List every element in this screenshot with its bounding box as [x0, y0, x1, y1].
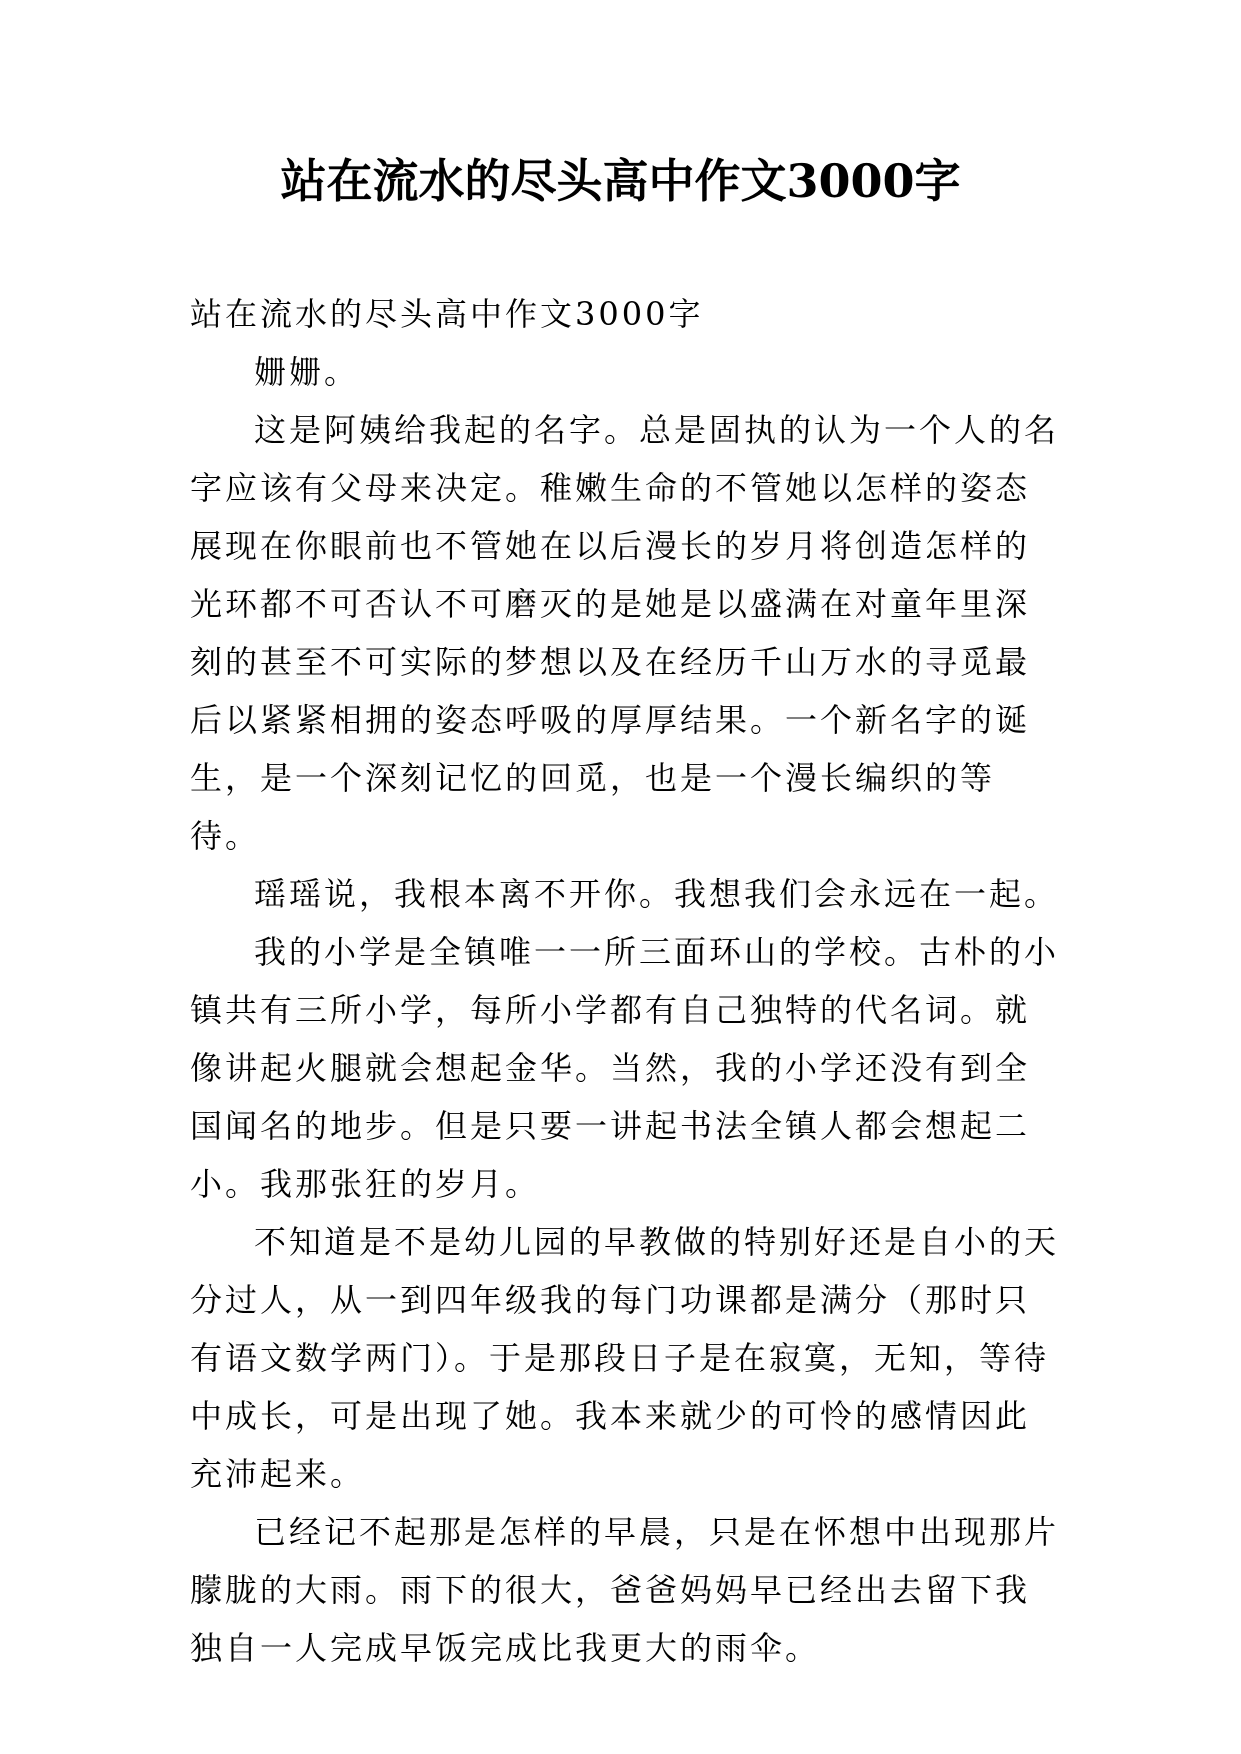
paragraph: 姗姗。: [254, 353, 360, 391]
document-title: 站在流水的尽头高中作文3000字: [280, 154, 961, 208]
paragraph: 这是阿姨给我起的名字。总是固执的认为一个人的名字应该有父母来决定。稚嫩生命的不管她以怎样的姿态展现在你眼前也不管她在以后漫长的岁月将创造怎样的光环都不可否认不可磨灭的是她是以盛满在对童年里深刻的甚至不可实际的梦想以及在经历千山万水的寻觅最后以紧紧相拥的姿态呼吸的厚厚结果。一个新名字的诞生，是一个深刻记忆的回觅，也是一个漫长编织的等待。: [190, 411, 1060, 855]
body-heading-line: 站在流水的尽头高中作文3000字: [190, 295, 704, 333]
document-body: [190, 285, 1060, 1677]
paragraph: 已经记不起那是怎样的早晨，只是在怀想中出现那片朦胧的大雨。雨下的很大，爸爸妈妈早已经出去留下我独自一人完成早饭完成比我更大的雨伞。: [190, 1513, 1060, 1667]
paragraph: 我的小学是全镇唯一一所三面环山的学校。古朴的小镇共有三所小学，每所小学都有自己独特的代名词。就像讲起火腿就会想起金华。当然，我的小学还没有到全国闻名的地步。但是只要一讲起书法全镇人都会想起二小。我那张狂的岁月。: [190, 933, 1060, 1203]
paragraph: 瑶瑶说，我根本离不开你。我想我们会永远在一起。: [254, 875, 1060, 913]
paragraph: 不知道是不是幼儿园的早教做的特别好还是自小的天分过人，从一到四年级我的每门功课都是满分（那时只有语文数学两门）。于是那段日子是在寂寞，无知，等待中成长，可是出现了她。我本来就少的可怜的感情因此充沛起来。: [190, 1223, 1060, 1493]
